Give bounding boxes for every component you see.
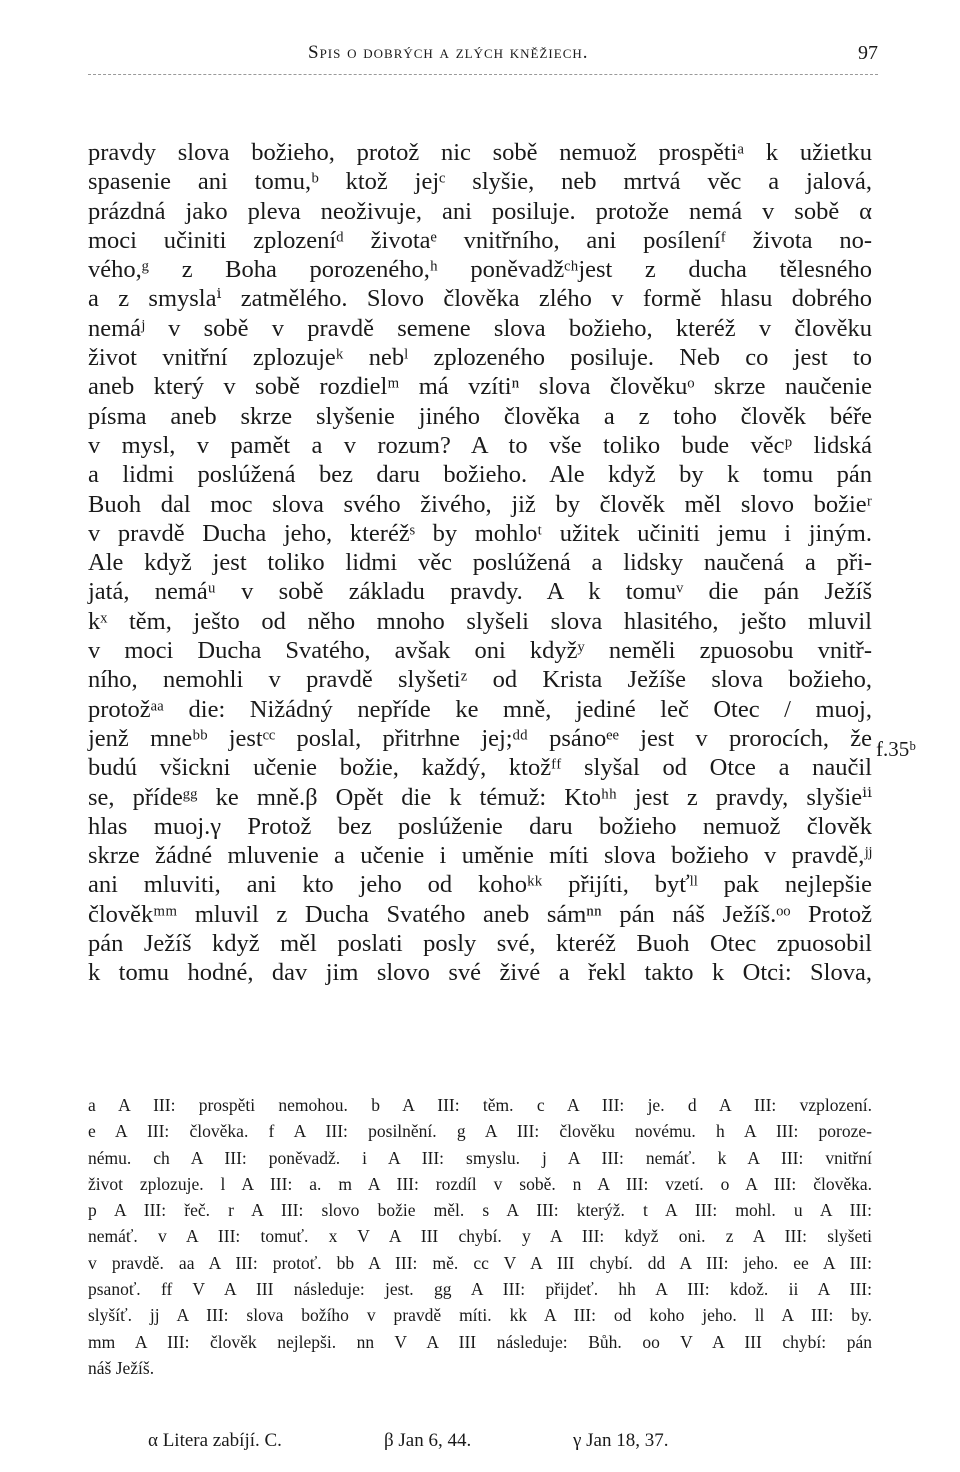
text-line: v moci Ducha Svatého, avšak oni kdyžʸ neměli zpuosobu vnitř-: [88, 637, 872, 665]
text-line: ani mluviti, ani kto jeho od kohoᵏᵏ přijíti, byťˡˡ pak nejlepšie: [88, 871, 872, 899]
text-line: a z smyslaⁱ zatmělého. Slovo člověka zlého v formě hlasu dobrého: [88, 285, 872, 313]
text-line: v mysl, v pamět a v rozum? A to vše toliko bude věcᵖ lidská: [88, 431, 872, 459]
text-line: spasenie ani tomu,ᵇ ktož jejᶜ slyšie, neb mrtvá věc a jalová,: [88, 168, 872, 196]
footnote-line: psanoť. ff V A III následuje: jest. gg A III: přijdeť. hh A III: kdož. ii A III:: [88, 1279, 872, 1300]
text-line: se, přídeᵍᵍ ke mně.β Opět die k témuž: Ktoʰʰ jest z pravdy, slyšieⁱⁱ: [88, 783, 872, 811]
text-line: Ale když jest toliko lidmi věc poslúžená a lidsky naučená a při-: [88, 549, 872, 577]
main-text: [88, 138, 872, 988]
text-line: protožᵃᵃ die: Nižádný nepříde ke mně, jediné leč Otec / muoj,: [88, 695, 872, 723]
text-line: budú všickni učenie božie, každý, ktožᶠᶠ slyšal od Otce a naučil: [88, 754, 872, 782]
reference-beta: β Jan 6, 44.: [384, 1430, 472, 1451]
text-line: moci učiniti zplozeníᵈ životaᵉ vnitřního, ani posíleníᶠ života no-: [88, 226, 872, 254]
footnote-line: p A III: řeč. r A III: slovo božie měl. s A III: kterýž. t A III: mohl. u A III:: [88, 1200, 872, 1221]
footnote-line: mm A III: člověk nejlepši. nn V A III následuje: Bůh. oo V A III chybí: pán: [88, 1331, 872, 1352]
footnotes: [88, 1092, 872, 1381]
text-line: život vnitřní zplozujeᵏ nebˡ zplozeného posiluje. Neb co jest to: [88, 344, 872, 372]
reference-gamma: γ Jan 18, 37.: [573, 1430, 669, 1451]
text-line: ního, nemohli v pravdě slyšetiᶻ od Krista Ježíše slova božieho,: [88, 666, 872, 694]
text-line: písma aneb skrze slyšenie jiného člověka a z toho člověk béře: [88, 402, 872, 430]
footnote-line: e A III: člověka. f A III: posilnění. g A III: člověku novému. h A III: poroze-: [88, 1121, 872, 1142]
running-header: [88, 42, 878, 72]
text-line: skrze žádné mluvenie a učenie i uměnie míti slova božieho v pravdě,ʲʲ: [88, 842, 872, 870]
text-line: k tomu hodné, dav jim slovo své živé a řekl takto k Otci: Slova,: [88, 959, 872, 987]
header-rule: [88, 74, 878, 75]
text-line: vého,ᵍ z Boha porozeného,ʰ poněvadžᶜʰjest z ducha tělesného: [88, 256, 872, 284]
text-line: jenž mneᵇᵇ jestᶜᶜ poslal, přitrhne jej;ᵈᵈ psánoᵉᵉ jest v prorocích, že: [88, 724, 872, 752]
text-line: prázdná jako pleva neoživuje, ani posiluje. protože nemá v sobě α: [88, 197, 872, 225]
footnote-line: v pravdě. aa A III: protoť. bb A III: mě. cc V A III chybí. dd A III: jeho. ee A III:: [88, 1252, 872, 1273]
footnote-line: slyšíť. jj A III: slova božího v pravdě míti. kk A III: od koho jeho. ll A III: by.: [88, 1305, 872, 1326]
bible-references: [148, 1430, 708, 1458]
footnote-line: nemáť. v A III: tomuť. x V A III chybí. y A III: když oni. z A III: slyšeti: [88, 1226, 872, 1247]
running-title: Spis o dobrých a zlých kněžiech.: [308, 42, 589, 63]
page-number: 97: [858, 42, 878, 64]
footnote-line: nému. ch A III: poněvadž. i A III: smyslu. j A III: nemáť. k A III: vnitřní: [88, 1147, 872, 1168]
text-line: Buoh dal moc slova svého živého, již by člověk měl slovo božieʳ: [88, 490, 872, 518]
text-line: hlas muoj.γ Protož bez poslúženie daru božieho nemuož člověk: [88, 812, 872, 840]
text-line: člověkᵐᵐ mluvil z Ducha Svatého aneb sámⁿⁿ pán náš Ježíš.ᵒᵒ Protož: [88, 900, 872, 928]
text-line: aneb který v sobě rozdielᵐ má vzítiⁿ slova člověkuᵒ skrze naučenie: [88, 373, 872, 401]
text-line: a lidmi poslúžená bez daru božieho. Ale když by k tomu pán: [88, 461, 872, 489]
footnote-line: a A III: prospěti nemohou. b A III: těm. c A III: je. d A III: vzplození.: [88, 1095, 872, 1115]
text-line: v pravdě Ducha jeho, kteréžˢ by mohloᵗ užitek učiniti jemu i jiným.: [88, 519, 872, 547]
text-line: nemáʲ v sobě v pravdě semene slova božieho, kteréž v člověku: [88, 314, 872, 342]
text-line: kˣ těm, ješto od něho mnoho slyšeli slova hlasitého, ješto mluvil: [88, 607, 872, 635]
footnote-line: život zplozuje. l A III: a. m A III: rozdíl v sobě. n A III: vzetí. o A III: člověka.: [88, 1173, 872, 1194]
folio-margin-note: f.35ᵇ: [876, 737, 916, 761]
text-line: pán Ježíš když měl poslati posly své, kteréž Buoh Otec zpuosobil: [88, 930, 872, 958]
text-line: jatá, nemáᵘ v sobě základu pravdy. A k tomuᵛ die pán Ježíš: [88, 578, 872, 606]
text-line: pravdy slova božieho, protož nic sobě nemuož prospětiᵃ k užietku: [88, 139, 872, 166]
reference-alpha: α Litera zabíjí. C.: [148, 1430, 282, 1451]
footnote-line: náš Ježíš.: [88, 1357, 155, 1378]
